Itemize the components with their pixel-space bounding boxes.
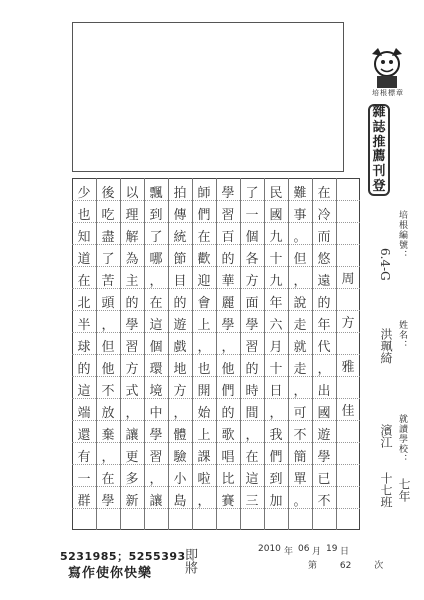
essay-char: 三 [245, 493, 259, 509]
essay-char: 還 [77, 427, 91, 443]
essay-char: 的 [317, 295, 331, 311]
essay-char: ， [293, 273, 307, 289]
essay-char: 習 [125, 339, 139, 355]
essay-char: 他 [221, 361, 235, 377]
essay-char: 戲 [173, 339, 187, 355]
essay-char: 拍 [173, 185, 187, 201]
essay-char: ， [101, 449, 115, 465]
essay-char: 的 [125, 295, 139, 311]
essay-char: 遠 [317, 273, 331, 289]
essay-char: 方 [125, 361, 139, 377]
essay-char: 有 [77, 449, 91, 465]
essay-char: 個 [245, 229, 259, 245]
magazine-recommend-stamp [368, 104, 390, 196]
essay-char: 知 [77, 229, 91, 245]
essay-char: 不 [101, 383, 115, 399]
essay-char: 遊 [317, 427, 331, 443]
title-char: 佳 [341, 403, 355, 419]
day-label: 日 [340, 547, 350, 557]
essay-char: 到 [269, 471, 283, 487]
page-prefix: 第 [308, 561, 318, 571]
essay-char: 學 [245, 317, 259, 333]
essay-char: ， [317, 361, 331, 377]
essay-char: 十 [269, 251, 283, 267]
essay-char: 但 [293, 251, 307, 267]
essay-char: 不 [293, 427, 307, 443]
stamp-char: 登 [372, 178, 386, 194]
essay-char: 主 [125, 273, 139, 289]
essay-char: 出 [317, 383, 331, 399]
essay-char: 們 [269, 449, 283, 465]
essay-char: 百 [221, 229, 235, 245]
stamp-char: 薦 [372, 149, 386, 165]
essay-char: 了 [101, 251, 115, 267]
essay-char: 更 [125, 449, 139, 465]
title-char: 雅 [341, 359, 355, 375]
essay-char: 習 [149, 449, 163, 465]
essay-char: 在 [245, 449, 259, 465]
essay-char: 民 [269, 185, 283, 201]
page-suffix: 次 [374, 561, 384, 571]
essay-char: 環 [149, 361, 163, 377]
essay-char: 小 [173, 471, 187, 487]
stamp-char: 推 [372, 134, 386, 150]
essay-char: 唱 [221, 449, 235, 465]
id-value: 6.4-G [378, 248, 392, 281]
essay-char: 學 [101, 493, 115, 509]
essay-char: 學 [149, 427, 163, 443]
essay-char: 群 [77, 493, 91, 509]
essay-char: 為 [125, 251, 139, 267]
essay-char: 已 [317, 471, 331, 487]
essay-char: 了 [149, 229, 163, 245]
essay-char: ， [197, 493, 211, 509]
essay-char: 傳 [173, 207, 187, 223]
essay-char: 上 [197, 427, 211, 443]
essay-char: 他 [101, 361, 115, 377]
essay-char: 各 [245, 251, 259, 267]
essay-char: 多 [125, 471, 139, 487]
essay-char: 頭 [101, 295, 115, 311]
essay-char: 日 [269, 383, 283, 399]
essay-char: 冷 [317, 207, 331, 223]
signature: 即將 [182, 548, 197, 574]
essay-char: 啦 [197, 471, 211, 487]
essay-char: 可 [293, 405, 307, 421]
essay-char: 走 [293, 361, 307, 377]
essay-char: 在 [101, 471, 115, 487]
essay-char: 歌 [221, 427, 235, 443]
essay-char: 盡 [101, 229, 115, 245]
essay-char: 的 [221, 251, 235, 267]
essay-char: 走 [293, 317, 307, 333]
essay-char: 事 [293, 207, 307, 223]
essay-char: 華 [221, 273, 235, 289]
slogan: 寫作使你快樂 [68, 566, 153, 581]
essay-char: 式 [125, 383, 139, 399]
essay-char: 讓 [149, 493, 163, 509]
essay-char: 單 [293, 471, 307, 487]
essay-char: 的 [77, 361, 91, 377]
essay-char: 代 [317, 339, 331, 355]
essay-char: 境 [149, 383, 163, 399]
essay-char: 一 [245, 207, 259, 223]
student-info-panel [362, 210, 414, 550]
essay-char: 遊 [173, 317, 187, 333]
essay-char: ， [293, 383, 307, 399]
essay-char: 中 [149, 405, 163, 421]
essay-char: 不 [317, 493, 331, 509]
essay-char: 一 [77, 471, 91, 487]
title-char: 方 [341, 315, 355, 331]
essay-char: 九 [269, 229, 283, 245]
essay-char: 學 [221, 185, 235, 201]
essay-char: 北 [77, 295, 91, 311]
essay-char: 加 [269, 493, 283, 509]
essay-char: 會 [197, 295, 211, 311]
essay-char: ， [101, 317, 115, 333]
essay-char: 們 [221, 383, 235, 399]
essay-char: ， [149, 273, 163, 289]
essay-char: 九 [269, 273, 283, 289]
grade-value: 七年 [397, 478, 411, 502]
year-label: 年 [284, 547, 294, 557]
essay-char: 吃 [101, 207, 115, 223]
essay-char: 哪 [149, 251, 163, 267]
essay-char: 。 [293, 493, 307, 509]
essay-char: 間 [245, 405, 259, 421]
logo-caption: 培根標章 [372, 89, 404, 97]
essay-char: 年 [269, 295, 283, 311]
essay-char: 苦 [101, 273, 115, 289]
essay-char: 的 [173, 295, 187, 311]
page-value: 62 [339, 561, 352, 571]
essay-char: 們 [197, 207, 211, 223]
essay-char: 麗 [221, 295, 235, 311]
essay-char: 就 [293, 339, 307, 355]
essay-char: 學 [125, 317, 139, 333]
essay-char: 到 [149, 207, 163, 223]
essay-char: 月 [269, 339, 283, 355]
year-value: 2010 [258, 544, 281, 554]
essay-char: 國 [317, 405, 331, 421]
essay-char: ， [149, 471, 163, 487]
essay-char: 方 [245, 273, 259, 289]
essay-char: 的 [221, 405, 235, 421]
essay-char: 了 [245, 185, 259, 201]
essay-char: 比 [221, 471, 235, 487]
essay-char: 節 [173, 251, 187, 267]
essay-char: 放 [101, 405, 115, 421]
essay-char: 國 [269, 207, 283, 223]
school-label: 就讀學校： [397, 414, 407, 464]
essay-char: 習 [221, 207, 235, 223]
essay-char: 半 [77, 317, 91, 333]
essay-char: 個 [149, 339, 163, 355]
essay-char: ， [173, 405, 187, 421]
month-value: 06 [298, 544, 310, 554]
essay-char: 道 [77, 251, 91, 267]
stamp-char: 誌 [372, 119, 386, 135]
essay-char: 以 [125, 185, 139, 201]
essay-char: 學 [317, 449, 331, 465]
essay-char: 也 [197, 361, 211, 377]
id-label: 培根編號： [397, 210, 407, 260]
essay-char: 島 [173, 493, 187, 509]
essay-char: ， [269, 405, 283, 421]
essay-char: 地 [173, 361, 187, 377]
essay-char: 習 [245, 339, 259, 355]
essay-char: 賽 [221, 493, 235, 509]
essay-char: 課 [197, 449, 211, 465]
essay-char: 在 [149, 295, 163, 311]
essay-char: 年 [317, 317, 331, 333]
essay-char: 理 [125, 207, 139, 223]
name-label: 姓名： [397, 320, 407, 350]
teacher-comment-box [72, 22, 344, 172]
essay-char: 在 [317, 185, 331, 201]
essay-char: 面 [245, 295, 259, 311]
essay-char: 新 [125, 493, 139, 509]
essay-char: 也 [77, 207, 91, 223]
essay-char: 端 [77, 405, 91, 421]
essay-char: 這 [245, 471, 259, 487]
essay-char: 歡 [197, 251, 211, 267]
class-value: 十七班 [379, 472, 393, 508]
page-row [308, 558, 383, 571]
essay-char: ， [221, 339, 235, 355]
essay-char: 我 [269, 427, 283, 443]
essay-char: 後 [101, 185, 115, 201]
essay-char: 棄 [101, 427, 115, 443]
essay-char: 少 [77, 185, 91, 201]
essay-char: 難 [293, 185, 307, 201]
essay-char: 統 [173, 229, 187, 245]
essay-char: 始 [197, 405, 211, 421]
essay-char: 球 [77, 339, 91, 355]
essay-char: 驗 [173, 449, 187, 465]
essay-char: 在 [77, 273, 91, 289]
essay-char: 六 [269, 317, 283, 333]
essay-char: ， [245, 427, 259, 443]
essay-char: 而 [317, 229, 331, 245]
essay-char: 在 [197, 229, 211, 245]
essay-char: 這 [149, 317, 163, 333]
essay-char: ， [125, 405, 139, 421]
stamp-char: 刊 [372, 163, 386, 179]
essay-char: 解 [125, 229, 139, 245]
name-value: 洪珮綺 [379, 328, 393, 364]
essay-char: 開 [197, 383, 211, 399]
essay-char: 這 [77, 383, 91, 399]
manuscript-grid [72, 178, 360, 530]
month-label: 月 [312, 547, 322, 557]
essay-char: 師 [197, 185, 211, 201]
essay-char: 。 [293, 229, 307, 245]
essay-char: ， [197, 339, 211, 355]
phone-numbers: 5231985；5255393 [60, 550, 186, 563]
school-value: 濱江 [379, 424, 393, 448]
stamp-char: 雜 [372, 105, 386, 121]
essay-char: 的 [245, 361, 259, 377]
essay-char: 飄 [149, 185, 163, 201]
essay-char: 讓 [125, 427, 139, 443]
essay-char: 迎 [197, 273, 211, 289]
essay-char: 體 [173, 427, 187, 443]
essay-char: 時 [245, 383, 259, 399]
title-char: 周 [341, 271, 355, 287]
essay-char: 但 [101, 339, 115, 355]
essay-char: 目 [173, 273, 187, 289]
essay-char: 簡 [293, 449, 307, 465]
essay-char: 學 [221, 317, 235, 333]
essay-char: 方 [173, 383, 187, 399]
essay-char: 十 [269, 361, 283, 377]
essay-char: 上 [197, 317, 211, 333]
essay-char: 悠 [317, 251, 331, 267]
day-value: 19 [326, 544, 338, 554]
essay-char: 說 [293, 295, 307, 311]
